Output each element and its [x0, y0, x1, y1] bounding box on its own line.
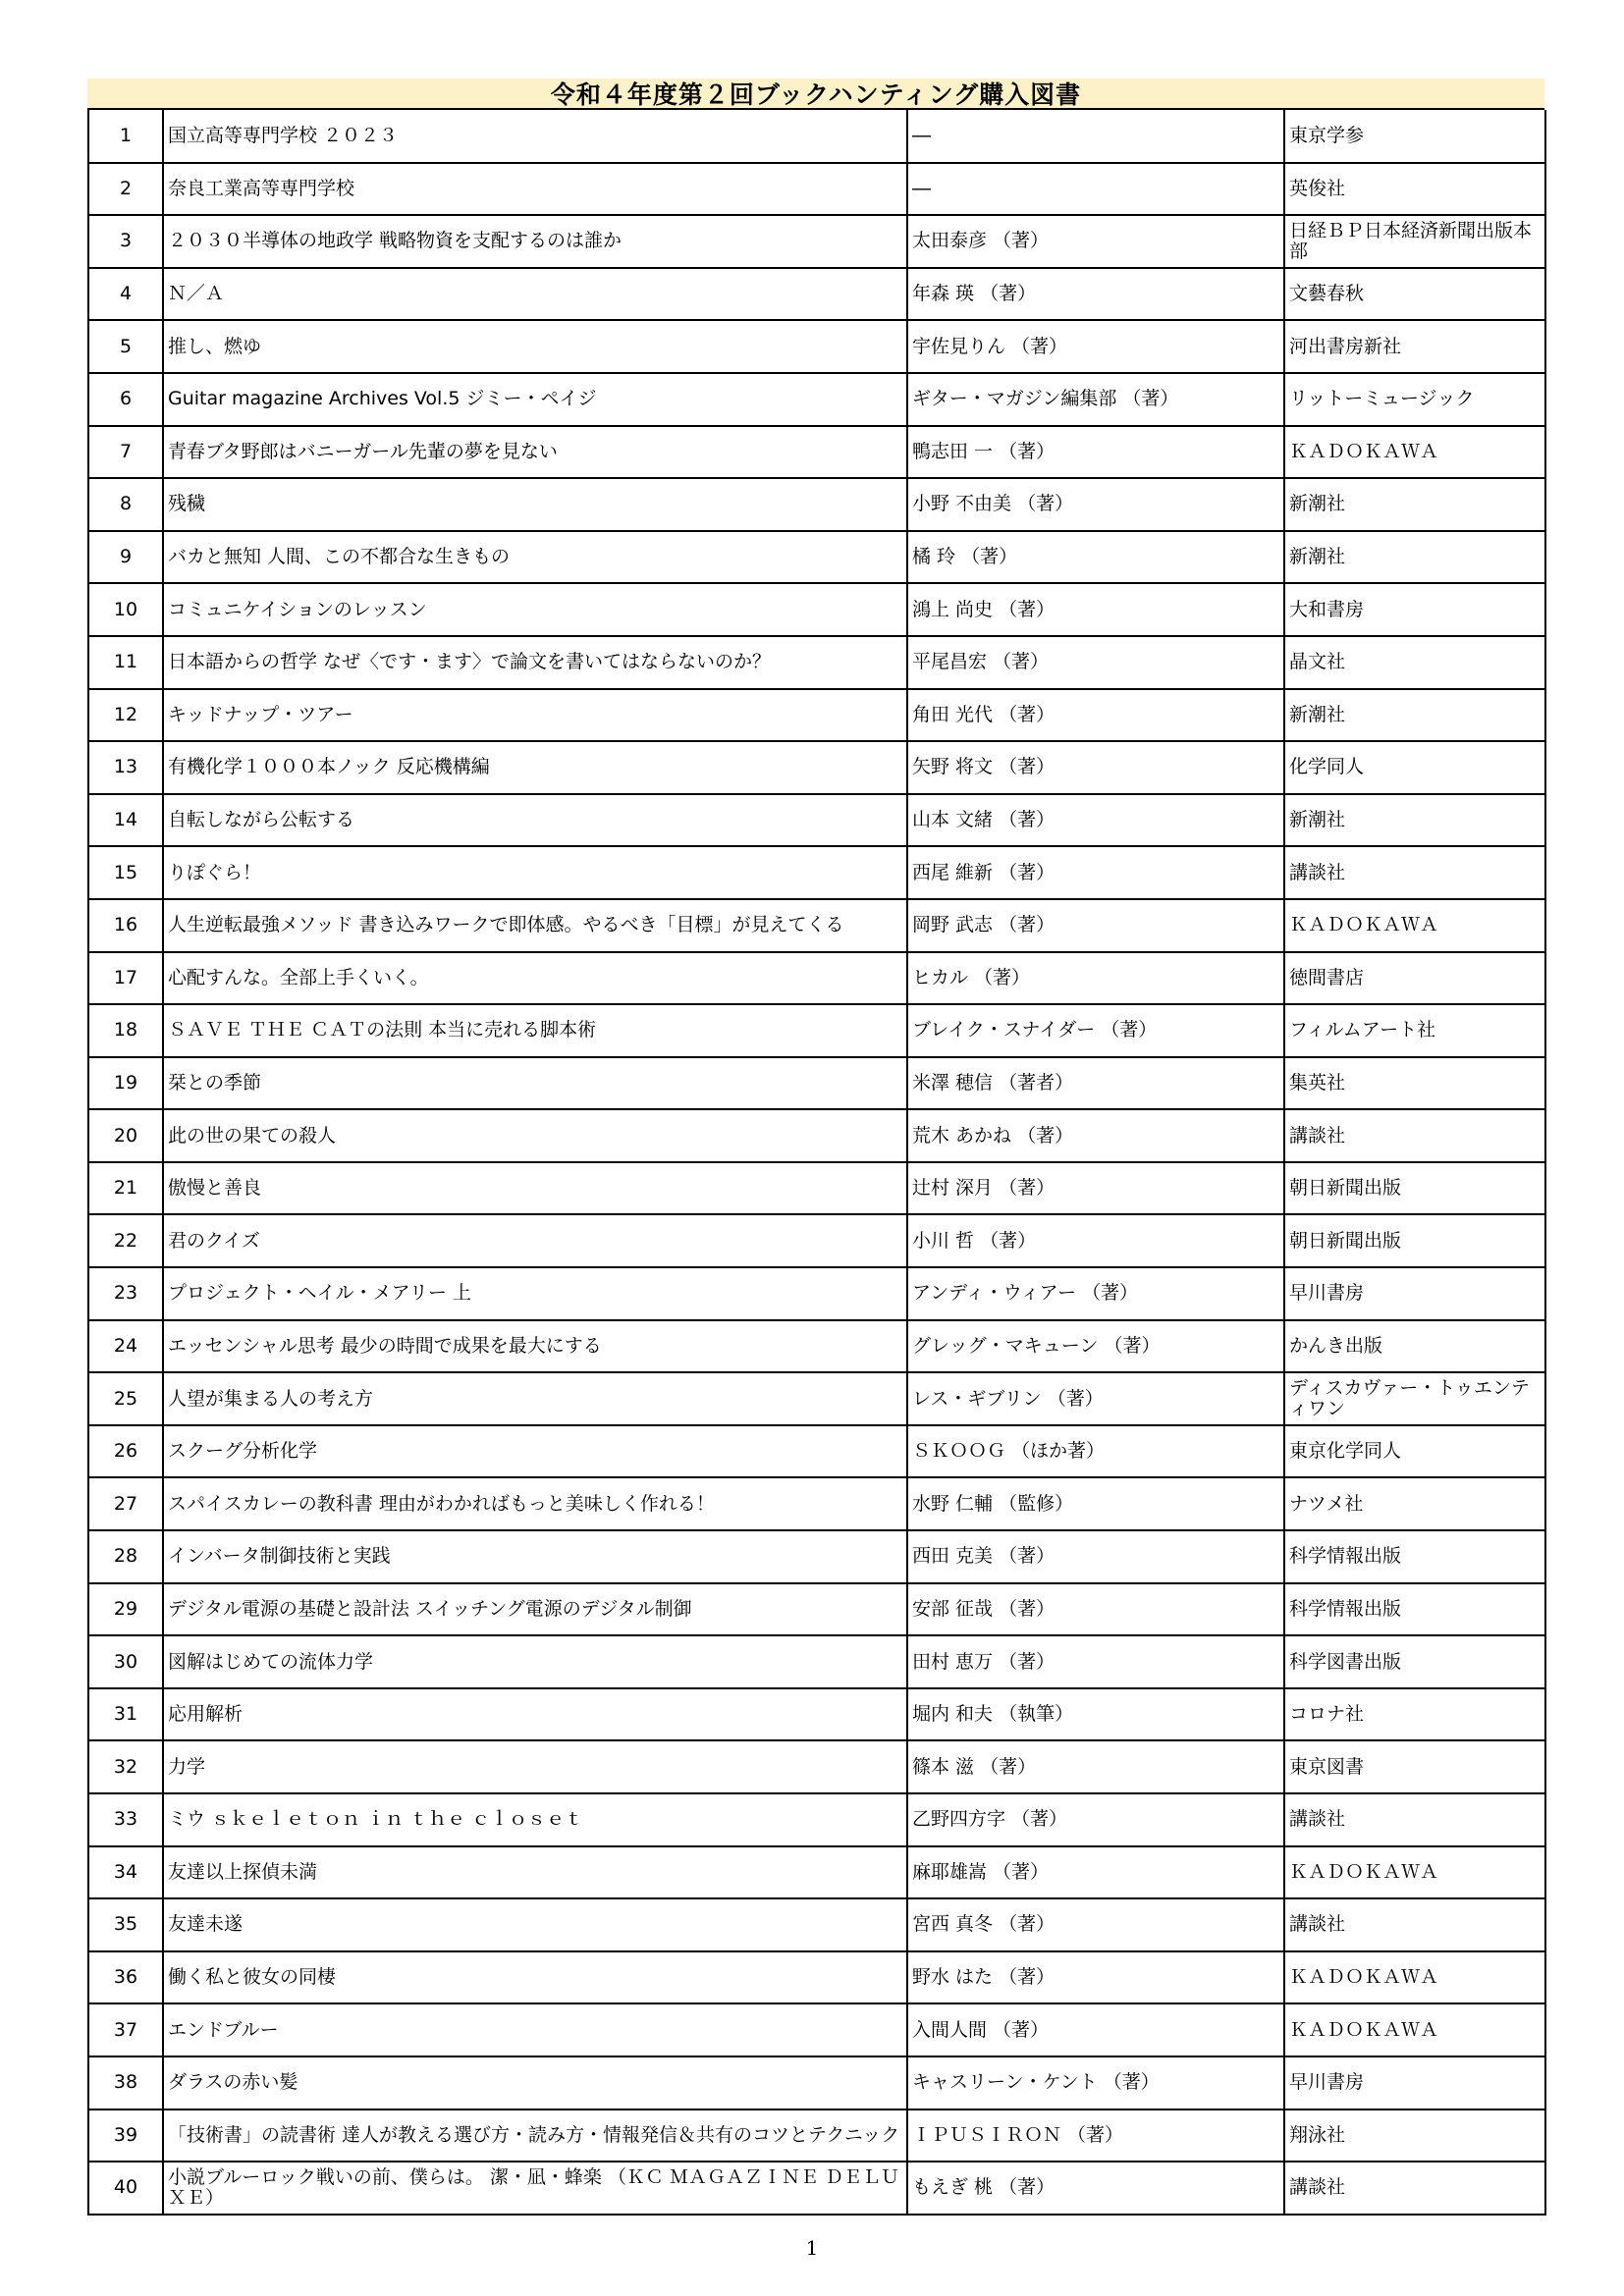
book-publisher: 徳間書店 [1284, 952, 1545, 1005]
book-title: 応用解析 [163, 1688, 907, 1741]
table-row [88, 636, 1545, 689]
row-number: 21 [88, 1162, 163, 1215]
book-publisher: 早川書房 [1284, 2056, 1545, 2109]
table-row [88, 741, 1545, 794]
row-number: 17 [88, 952, 163, 1005]
book-title: デジタル電源の基礎と設計法 スイッチング電源のデジタル制御 [163, 1583, 907, 1636]
book-publisher: 東京図書 [1284, 1740, 1545, 1793]
book-title: 有機化学１０００本ノック 反応機構編 [163, 741, 907, 794]
table-row [88, 1583, 1545, 1636]
book-author: ― [907, 163, 1284, 216]
book-title: 青春ブタ野郎はバニーガール先輩の夢を見ない [163, 426, 907, 479]
book-author: 山本 文緒 （著） [907, 794, 1284, 847]
row-number: 19 [88, 1057, 163, 1110]
book-author: 篠本 滋 （著） [907, 1740, 1284, 1793]
book-publisher: 新潮社 [1284, 794, 1545, 847]
book-publisher: フィルムアート社 [1284, 1004, 1545, 1057]
book-author: 岡野 武志 （著） [907, 899, 1284, 952]
book-title: スパイスカレーの教科書 理由がわかればもっと美味しく作れる！ [163, 1477, 907, 1530]
row-number: 20 [88, 1109, 163, 1162]
book-title: 残穢 [163, 478, 907, 531]
row-number: 29 [88, 1583, 163, 1636]
book-title: ２０３０半導体の地政学 戦略物資を支配するのは誰か [163, 215, 907, 268]
row-number: 5 [88, 320, 163, 373]
book-author: 矢野 将文 （著） [907, 741, 1284, 794]
table-row [88, 320, 1545, 373]
row-number: 34 [88, 1846, 163, 1899]
table-row [88, 1951, 1545, 2004]
book-author: 田村 恵万 （著） [907, 1635, 1284, 1688]
book-author: レス・ギブリン （著） [907, 1372, 1284, 1425]
book-publisher: ナツメ社 [1284, 1477, 1545, 1530]
table-row [88, 1372, 1545, 1425]
book-publisher: 河出書房新社 [1284, 320, 1545, 373]
book-title: 自転しながら公転する [163, 794, 907, 847]
row-number: 9 [88, 531, 163, 584]
row-number: 2 [88, 163, 163, 216]
table-row [88, 373, 1545, 426]
book-title: スクーグ分析化学 [163, 1425, 907, 1478]
book-publisher: ＫＡＤＯＫＡＷＡ [1284, 2003, 1545, 2056]
book-title: ダラスの赤い髪 [163, 2056, 907, 2109]
table-row [88, 899, 1545, 952]
book-table [87, 110, 1546, 2216]
book-title: 友達以上探偵未満 [163, 1846, 907, 1899]
table-row [88, 215, 1545, 268]
table-row [88, 1793, 1545, 1846]
row-number: 11 [88, 636, 163, 689]
row-number: 33 [88, 1793, 163, 1846]
book-publisher: 翔泳社 [1284, 2109, 1545, 2163]
row-number: 32 [88, 1740, 163, 1793]
book-author: 麻耶雄嵩 （著） [907, 1846, 1284, 1899]
book-publisher: ＫＡＤＯＫＡＷＡ [1284, 426, 1545, 479]
book-title: 図解はじめての流体力学 [163, 1635, 907, 1688]
table-row [88, 689, 1545, 742]
table-row [88, 1214, 1545, 1267]
book-table-body [88, 110, 1545, 2215]
row-number: 25 [88, 1372, 163, 1425]
book-publisher: リットーミュージック [1284, 373, 1545, 426]
book-title: 小説ブルーロック戦いの前、僕らは。 潔・凪・蜂楽 （ＫＣ ＭＡＧＡＺＩＮＥ ＤＥＬＵＸＥ） [163, 2162, 907, 2215]
book-publisher: ＫＡＤＯＫＡＷＡ [1284, 1951, 1545, 2004]
book-publisher: ＫＡＤＯＫＡＷＡ [1284, 1846, 1545, 1899]
table-row [88, 2056, 1545, 2109]
table-row [88, 1267, 1545, 1320]
book-publisher: 科学情報出版 [1284, 1583, 1545, 1636]
table-row [88, 1635, 1545, 1688]
row-number: 1 [88, 110, 163, 163]
book-author: 米澤 穂信 （著者） [907, 1057, 1284, 1110]
row-number: 6 [88, 373, 163, 426]
book-title: 栞との季節 [163, 1057, 907, 1110]
book-title: 人生逆転最強メソッド 書き込みワークで即体感。やるべき「目標」が見えてくる [163, 899, 907, 952]
book-publisher: 講談社 [1284, 1793, 1545, 1846]
row-number: 30 [88, 1635, 163, 1688]
book-title: Guitar magazine Archives Vol.5 ジミー・ペイジ [163, 373, 907, 426]
row-number: 18 [88, 1004, 163, 1057]
table-row [88, 163, 1545, 216]
row-number: 8 [88, 478, 163, 531]
book-title: 傲慢と善良 [163, 1162, 907, 1215]
book-author: 宇佐見りん （著） [907, 320, 1284, 373]
table-row [88, 1109, 1545, 1162]
table-row [88, 2109, 1545, 2163]
book-author: 入間人間 （著） [907, 2003, 1284, 2056]
table-row [88, 1425, 1545, 1478]
book-publisher: 晶文社 [1284, 636, 1545, 689]
row-number: 22 [88, 1214, 163, 1267]
book-title: ミウ ｓｋｅｌｅｔｏｎ ｉｎ ｔｈｅ ｃｌｏｓｅｔ [163, 1793, 907, 1846]
table-row [88, 2003, 1545, 2056]
table-row [88, 583, 1545, 636]
book-title: 働く私と彼女の同棲 [163, 1951, 907, 2004]
book-author: 辻村 深月 （著） [907, 1162, 1284, 1215]
book-title: 推し、燃ゆ [163, 320, 907, 373]
row-number: 15 [88, 846, 163, 899]
row-number: 10 [88, 583, 163, 636]
book-publisher: 講談社 [1284, 846, 1545, 899]
book-publisher: 講談社 [1284, 1109, 1545, 1162]
book-publisher: 東京化学同人 [1284, 1425, 1545, 1478]
book-publisher: ディスカヴァー・トゥエンティワン [1284, 1372, 1545, 1425]
book-publisher: 新潮社 [1284, 531, 1545, 584]
book-publisher: かんき出版 [1284, 1320, 1545, 1373]
table-row [88, 1846, 1545, 1899]
book-author: ― [907, 110, 1284, 163]
book-publisher: 東京学参 [1284, 110, 1545, 163]
row-number: 3 [88, 215, 163, 268]
book-title: りぽぐら！ [163, 846, 907, 899]
table-row [88, 426, 1545, 479]
row-number: 14 [88, 794, 163, 847]
document-title: 令和４年度第２回ブックハンティング購入図書 [87, 79, 1544, 110]
book-author: ブレイク・スナイダー （著） [907, 1004, 1284, 1057]
book-author: ヒカル （著） [907, 952, 1284, 1005]
book-title: 君のクイズ [163, 1214, 907, 1267]
row-number: 35 [88, 1898, 163, 1951]
book-author: ＩＰＵＳＩＲＯＮ （著） [907, 2109, 1284, 2163]
book-author: ＳＫＯＯＧ （ほか著） [907, 1425, 1284, 1478]
table-row [88, 478, 1545, 531]
book-title: エッセンシャル思考 最少の時間で成果を最大にする [163, 1320, 907, 1373]
book-author: 太田泰彦 （著） [907, 215, 1284, 268]
book-title: キッドナップ・ツアー [163, 689, 907, 742]
table-row [88, 531, 1545, 584]
table-row [88, 846, 1545, 899]
book-author: 堀内 和夫 （執筆） [907, 1688, 1284, 1741]
book-publisher: 朝日新聞出版 [1284, 1214, 1545, 1267]
table-row [88, 1004, 1545, 1057]
book-publisher: 科学情報出版 [1284, 1530, 1545, 1583]
book-author: もえぎ 桃 （著） [907, 2162, 1284, 2215]
book-publisher: 集英社 [1284, 1057, 1545, 1110]
book-publisher: 英俊社 [1284, 163, 1545, 216]
book-publisher: 新潮社 [1284, 478, 1545, 531]
book-title: 国立高等専門学校 ２０２３ [163, 110, 907, 163]
book-title: コミュニケイションのレッスン [163, 583, 907, 636]
book-author: 年森 瑛 （著） [907, 268, 1284, 321]
book-list-sheet [87, 79, 1544, 2216]
book-publisher: 化学同人 [1284, 741, 1545, 794]
book-title: ＳＡＶＥ ＴＨＥ ＣＡＴの法則 本当に売れる脚本術 [163, 1004, 907, 1057]
book-author: 橘 玲 （著） [907, 531, 1284, 584]
book-publisher: 大和書房 [1284, 583, 1545, 636]
table-row [88, 1688, 1545, 1741]
book-title: エンドブルー [163, 2003, 907, 2056]
book-publisher: 科学図書出版 [1284, 1635, 1545, 1688]
row-number: 23 [88, 1267, 163, 1320]
table-row [88, 110, 1545, 163]
book-publisher: 新潮社 [1284, 689, 1545, 742]
book-author: 乙野四方字 （著） [907, 1793, 1284, 1846]
book-title: 「技術書」の読書術 達人が教える選び方・読み方・情報発信＆共有のコツとテクニック [163, 2109, 907, 2163]
row-number: 36 [88, 1951, 163, 2004]
row-number: 38 [88, 2056, 163, 2109]
book-title: 心配すんな。全部上手くいく。 [163, 952, 907, 1005]
table-row [88, 952, 1545, 1005]
row-number: 26 [88, 1425, 163, 1478]
table-row [88, 1477, 1545, 1530]
row-number: 27 [88, 1477, 163, 1530]
page-number: 1 [805, 2236, 819, 2260]
book-author: 安部 征哉 （著） [907, 1583, 1284, 1636]
row-number: 40 [88, 2162, 163, 2215]
book-title: 力学 [163, 1740, 907, 1793]
row-number: 24 [88, 1320, 163, 1373]
row-number: 4 [88, 268, 163, 321]
table-row [88, 268, 1545, 321]
book-publisher: 文藝春秋 [1284, 268, 1545, 321]
book-title: 奈良工業高等専門学校 [163, 163, 907, 216]
row-number: 28 [88, 1530, 163, 1583]
book-title: インバータ制御技術と実践 [163, 1530, 907, 1583]
book-author: 角田 光代 （著） [907, 689, 1284, 742]
row-number: 31 [88, 1688, 163, 1741]
table-row [88, 2162, 1545, 2215]
book-author: 荒木 あかね （著） [907, 1109, 1284, 1162]
book-title: Ｎ／Ａ [163, 268, 907, 321]
book-author: 平尾昌宏 （著） [907, 636, 1284, 689]
row-number: 39 [88, 2109, 163, 2163]
book-title: バカと無知 人間、この不都合な生きもの [163, 531, 907, 584]
book-publisher: 朝日新聞出版 [1284, 1162, 1545, 1215]
row-number: 12 [88, 689, 163, 742]
table-row [88, 794, 1545, 847]
book-author: 西田 克美 （著） [907, 1530, 1284, 1583]
book-publisher: ＫＡＤＯＫＡＷＡ [1284, 899, 1545, 952]
book-author: 小野 不由美 （著） [907, 478, 1284, 531]
row-number: 37 [88, 2003, 163, 2056]
row-number: 13 [88, 741, 163, 794]
book-author: 水野 仁輔 （監修） [907, 1477, 1284, 1530]
book-title: 人望が集まる人の考え方 [163, 1372, 907, 1425]
row-number: 7 [88, 426, 163, 479]
book-author: 鴨志田 一 （著） [907, 426, 1284, 479]
book-publisher: 早川書房 [1284, 1267, 1545, 1320]
book-author: アンディ・ウィアー （著） [907, 1267, 1284, 1320]
book-author: キャスリーン・ケント （著） [907, 2056, 1284, 2109]
book-title: 友達未遂 [163, 1898, 907, 1951]
row-number: 16 [88, 899, 163, 952]
book-author: 野水 はた （著） [907, 1951, 1284, 2004]
book-title: プロジェクト・ヘイル・メアリー 上 [163, 1267, 907, 1320]
book-author: 鴻上 尚史 （著） [907, 583, 1284, 636]
book-author: グレッグ・マキューン （著） [907, 1320, 1284, 1373]
book-author: 西尾 維新 （著） [907, 846, 1284, 899]
book-author: 小川 哲 （著） [907, 1214, 1284, 1267]
table-row [88, 1162, 1545, 1215]
book-publisher: コロナ社 [1284, 1688, 1545, 1741]
table-row [88, 1530, 1545, 1583]
book-author: ギター・マガジン編集部 （著） [907, 373, 1284, 426]
book-publisher: 講談社 [1284, 2162, 1545, 2215]
book-author: 宮西 真冬 （著） [907, 1898, 1284, 1951]
book-title: 日本語からの哲学 なぜ〈です・ます〉で論文を書いてはならないのか？ [163, 636, 907, 689]
book-publisher: 日経ＢＰ日本経済新聞出版本部 [1284, 215, 1545, 268]
book-title: 此の世の果ての殺人 [163, 1109, 907, 1162]
book-publisher: 講談社 [1284, 1898, 1545, 1951]
table-row [88, 1740, 1545, 1793]
table-row [88, 1898, 1545, 1951]
table-row [88, 1320, 1545, 1373]
table-row [88, 1057, 1545, 1110]
